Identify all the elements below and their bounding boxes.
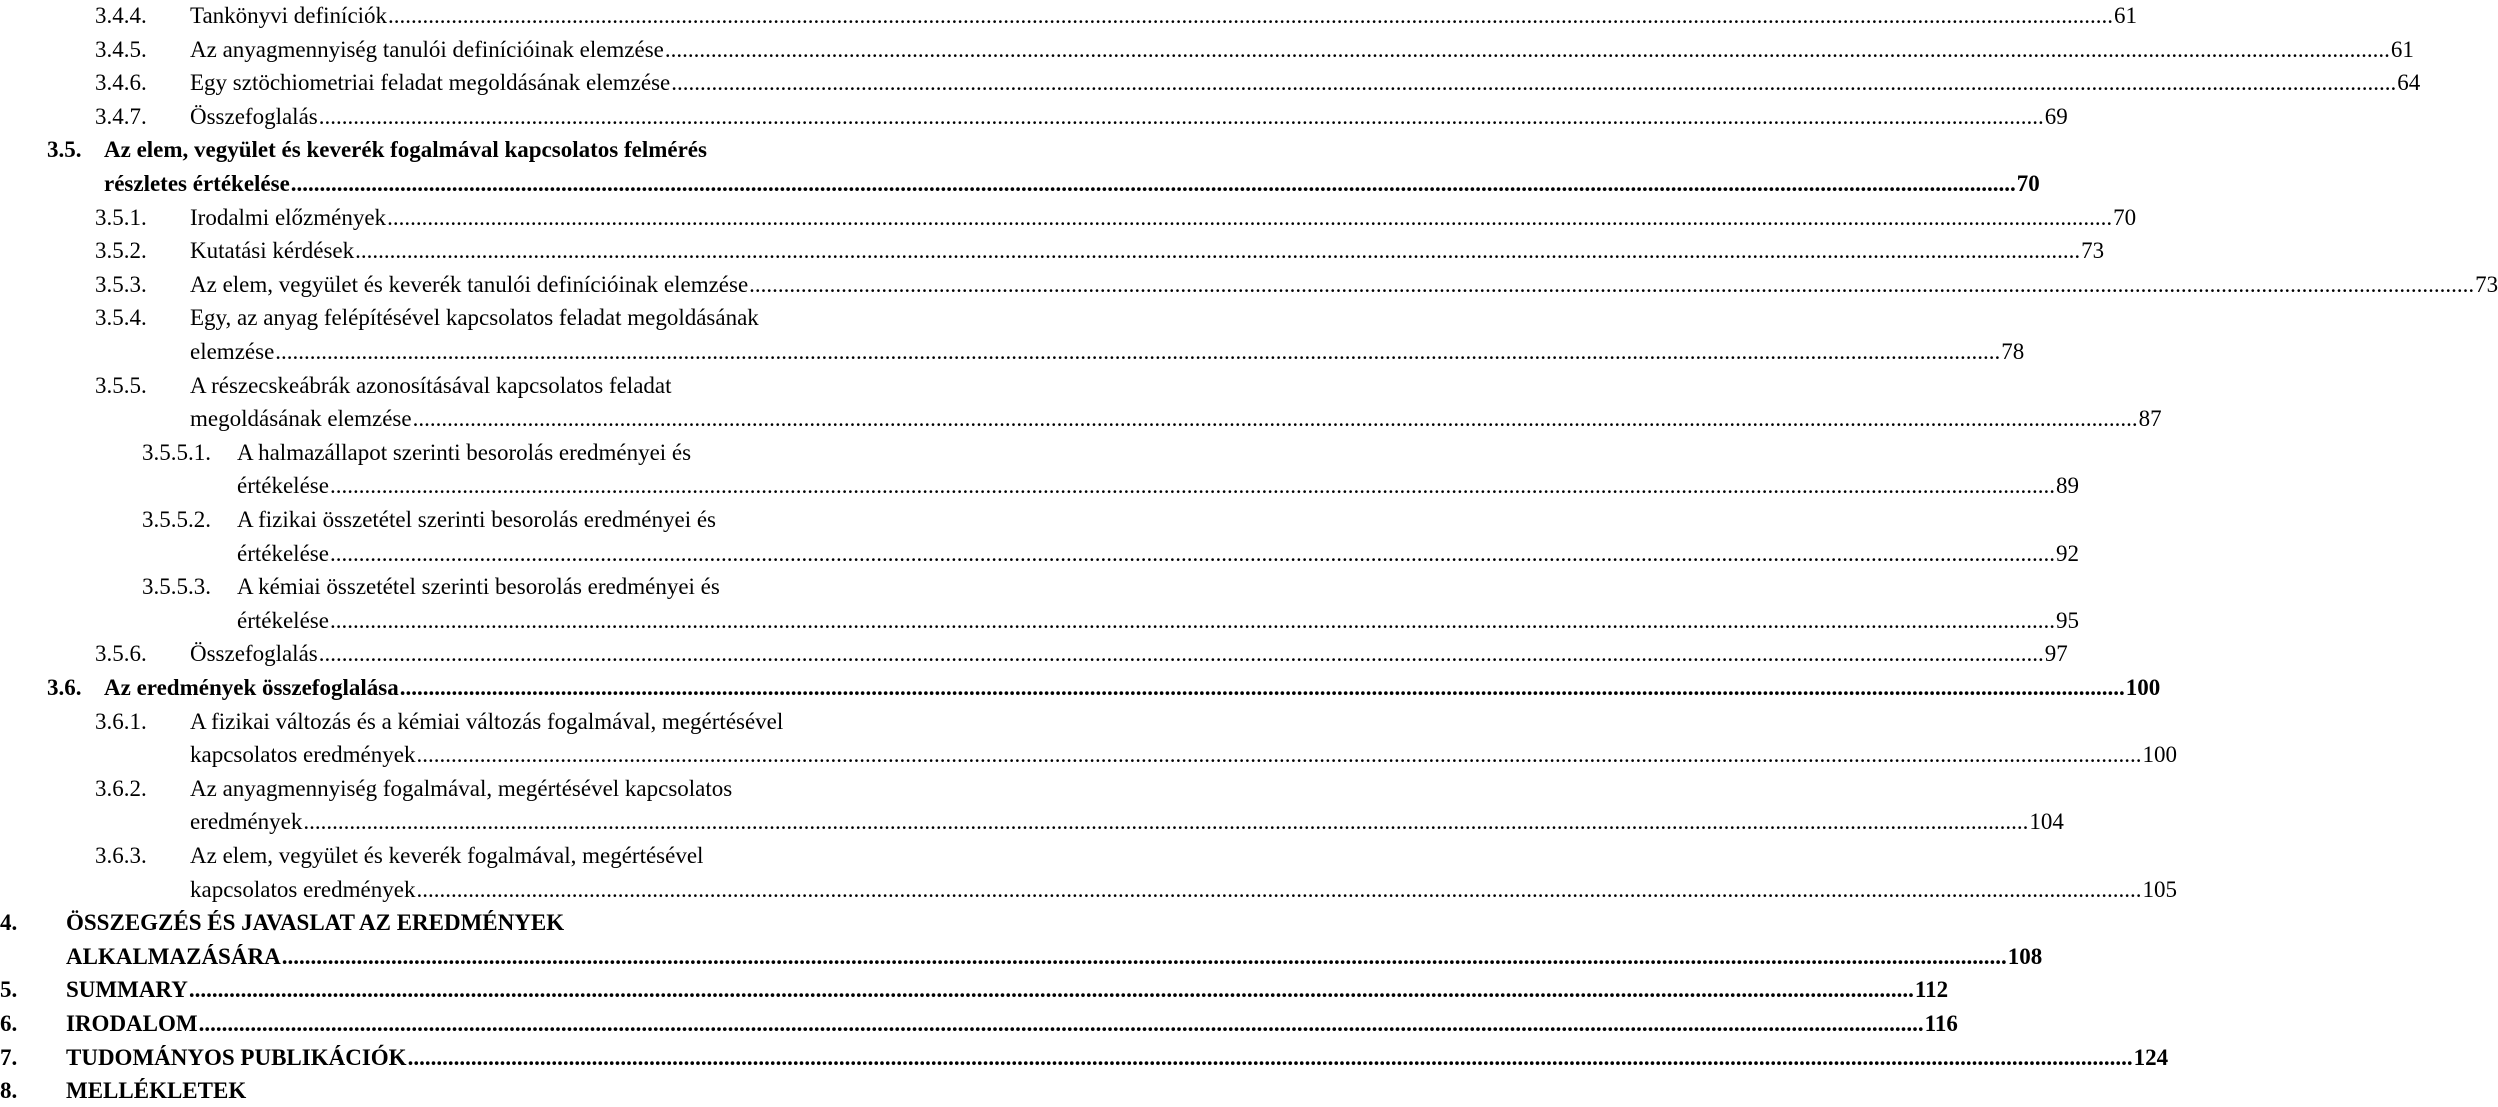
dot-leader: ............................................................................................................................................................................................................................................................................................................ [318, 103, 2044, 129]
dot-leader: ............................................................................................................................................................................................................................................................................................................ [303, 809, 2029, 835]
dot-leader: ............................................................................................................................................................................................................................................................................................................ [412, 406, 2138, 432]
toc-page-number: 69 [2044, 103, 2068, 129]
toc-entry-number: 3.4.4. [95, 3, 147, 28]
toc-page-number: 87 [2138, 406, 2162, 432]
toc-page-number: 116 [1924, 1011, 1958, 1036]
dot-leader: ............................................................................................................................................................................................................................................................................................................ [416, 742, 2142, 768]
toc-entry-number: 3.5.1. [95, 204, 147, 230]
toc-page-number: 100 [2125, 675, 2161, 700]
toc-entry-title: Tankönyvi definíciók [190, 3, 388, 28]
toc-entry-title: értékelése [237, 473, 329, 499]
toc-page-number: 73 [2081, 238, 2105, 264]
dot-leader: ............................................................................................................................................................................................................................................................................................................ [749, 271, 2475, 297]
toc-entry-title: Az elem, vegyület és keverék tanulói definícióinak elemzése [190, 271, 749, 297]
toc-entry-number: 3.6.1. [95, 708, 147, 734]
dot-leader: ............................................................................................................................................................................................................................................................................................................ [664, 36, 2390, 62]
toc-entry-number: 3.5.4. [95, 305, 147, 331]
toc-entry-title: Az anyagmennyiség tanulói definícióinak elemzése [190, 36, 664, 62]
toc-entry-number: 3.5.3. [95, 271, 147, 297]
toc-entry-number: 3.4.7. [95, 103, 147, 129]
dot-leader: ............................................................................................................................................................................................................................................................................................................ [388, 3, 2114, 28]
toc-entry-number: 3.5.5.2. [142, 507, 211, 532]
toc-entry-number: 5. [0, 977, 18, 1003]
dot-leader: ............................................................................................................................................................................................................................................................................................................ [318, 641, 2044, 667]
toc-page-number: 61 [2114, 3, 2138, 28]
toc-entry-number: 3.5.6. [95, 641, 147, 667]
toc-entry-title: kapcsolatos eredmények [190, 876, 416, 902]
toc-entry-title: A halmazállapot szerinti besorolás eredményei és [237, 439, 692, 465]
toc-entry-title: A részecskeábrák azonosításával kapcsolatos feladat [190, 372, 672, 398]
toc-page-number: 70 [2016, 171, 2040, 196]
toc-entry-title: SUMMARY [66, 977, 188, 1003]
toc-entry-title: eredmények [190, 809, 303, 835]
dot-leader: ............................................................................................................................................................................................................................................................................................................ [188, 977, 1914, 1003]
dot-leader: ............................................................................................................................................................................................................................................................................................................ [355, 238, 2081, 264]
toc-entry-number: 7. [0, 1044, 18, 1070]
toc-entry-title: ALKALMAZÁSÁRA [66, 943, 281, 969]
toc-entry-title: A fizikai változás és a kémiai változás fogalmával, megértésével [190, 708, 784, 734]
toc-entry-title: Az eredmények összefoglalása [104, 675, 399, 700]
toc-entry-title: értékelése [237, 540, 329, 566]
toc-page-number: 95 [2055, 607, 2079, 633]
toc-entry-number: 3.4.6. [95, 70, 147, 96]
toc-page-number: 105 [2142, 876, 2177, 902]
toc-entry-number: 3.6.2. [95, 775, 147, 801]
toc-entry-title: Összefoglalás [190, 103, 318, 129]
toc-entry-title: részletes értékelése [104, 171, 290, 196]
toc-page-number: 78 [2001, 339, 2025, 364]
toc-page-number: 112 [1914, 977, 1949, 1003]
toc-entry-title: Az anyagmennyiség fogalmával, megértésével kapcsolatos [190, 775, 733, 801]
dot-leader: ............................................................................................................................................................................................................................................................................................................ [407, 1044, 2133, 1070]
dot-leader: ............................................................................................................................................................................................................................................................................................................ [416, 876, 2142, 902]
toc-entry-title: TUDOMÁNYOS PUBLIKÁCIÓK [66, 1044, 407, 1070]
toc-entry-title: megoldásának elemzése [190, 406, 412, 432]
toc-entry-title: Összefoglalás [190, 641, 318, 667]
toc-entry-title: MELLÉKLETEK [66, 1078, 247, 1104]
toc-entry-title: elemzése [190, 339, 275, 364]
toc-page-number: 92 [2055, 540, 2079, 566]
dot-leader: ............................................................................................................................................................................................................................................................................................................ [290, 171, 2016, 196]
dot-leader: ............................................................................................................................................................................................................................................................................................................ [329, 540, 2055, 566]
toc-entry-title: IRODALOM [66, 1011, 198, 1036]
toc-page-number: 124 [2133, 1044, 2169, 1070]
toc-entry-number: 3.5.5. [95, 372, 147, 398]
toc-entry-number: 3.5.2. [95, 238, 147, 264]
toc-entry-title: Az elem, vegyület és keverék fogalmával, megértésével [190, 843, 704, 868]
toc-page-number: 104 [2029, 809, 2064, 835]
toc-entry-title: kapcsolatos eredmények [190, 742, 416, 768]
toc-page-number: 64 [2397, 70, 2421, 96]
toc-entry-number: 3.5.5.1. [142, 439, 211, 465]
dot-leader: ............................................................................................................................................................................................................................................................................................................ [275, 339, 2001, 364]
toc-entry-title: ÖSSZEGZÉS ÉS JAVASLAT AZ EREDMÉNYEK [66, 910, 565, 936]
toc-page-number: 61 [2390, 36, 2414, 62]
toc-entry-number: 3.5.5.3. [142, 574, 211, 600]
toc-entry-title: értékelése [237, 607, 329, 633]
dot-leader: ............................................................................................................................................................................................................................................................................................................ [399, 675, 2125, 700]
toc-page-number: 70 [2113, 204, 2137, 230]
dot-leader: ............................................................................................................................................................................................................................................................................................................ [329, 607, 2055, 633]
dot-leader: ............................................................................................................................................................................................................................................................................................................ [671, 70, 2397, 96]
toc-entry-title: Egy, az anyag felépítésével kapcsolatos feladat megoldásának [190, 305, 759, 331]
dot-leader: ............................................................................................................................................................................................................................................................................................................ [281, 943, 2007, 969]
dot-leader: ............................................................................................................................................................................................................................................................................................................ [329, 473, 2055, 499]
toc-entry-title: Kutatási kérdések [190, 238, 355, 264]
toc-entry-title: Egy sztöchiometriai feladat megoldásának elemzése [190, 70, 671, 96]
dot-leader: ............................................................................................................................................................................................................................................................................................................ [387, 204, 2113, 230]
toc-entry-number: 6. [0, 1011, 18, 1036]
toc-entry-number: 3.6. [47, 675, 82, 700]
toc-page-number: 73 [2475, 271, 2498, 297]
toc-entry-number: 4. [0, 910, 18, 936]
toc-entry-number: 3.5. [47, 137, 82, 163]
dot-leader: ............................................................................................................................................................................................................................................................................................................ [198, 1011, 1924, 1036]
toc-page-number: 89 [2055, 473, 2079, 499]
toc-entry-title: Az elem, vegyület és keverék fogalmával kapcsolatos felmérés [104, 137, 707, 163]
toc-page-number: 100 [2142, 742, 2177, 768]
toc-page-number: 97 [2044, 641, 2068, 667]
toc-page-number: 108 [2007, 943, 2043, 969]
toc-entry-number: 8. [0, 1078, 18, 1104]
toc-entry-number: 3.4.5. [95, 36, 147, 62]
toc-entry-title: A kémiai összetétel szerinti besorolás eredményei és [237, 574, 720, 600]
toc-entry-title: A fizikai összetétel szerinti besorolás eredményei és [237, 507, 716, 532]
toc-entry-number: 3.6.3. [95, 843, 147, 868]
toc-entry-title: Irodalmi előzmények [190, 204, 387, 230]
